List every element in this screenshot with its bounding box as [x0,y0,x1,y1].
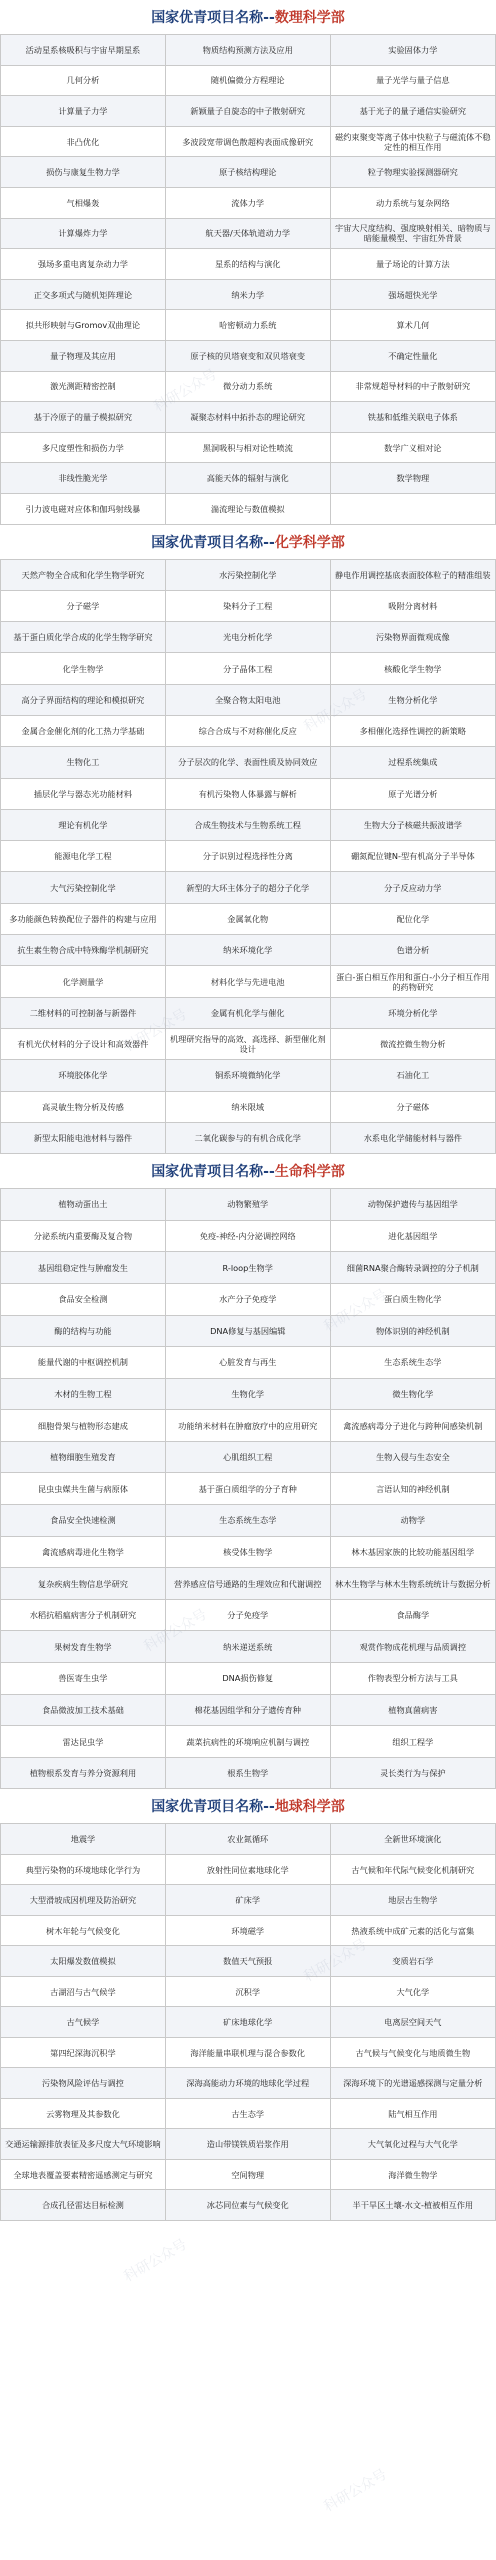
table-row [1,249,496,280]
project-cell: 大型滑坡成因机理及防治研究 [1,1885,166,1916]
project-cell: 多相催化选择性调控的新策略 [330,715,495,746]
project-cell: 沉积学 [165,1976,330,2007]
project-cell: 兽医寄生虫学 [1,1663,166,1695]
project-cell: 金属合金催化剂的化工热力学基础 [1,715,166,746]
project-cell: 综合合成与不对称催化反应 [165,715,330,746]
project-cell: 矿床学 [165,1885,330,1916]
project-cell: 算术几何 [330,310,495,341]
project-cell: 激光测距精密控制 [1,371,166,402]
project-cell: 全聚合物太阳电池 [165,684,330,715]
project-table [0,34,496,525]
project-cell: 宇宙大尺度结构、强度映射相关、暗物质与暗能量模型、宇宙红外背景 [330,218,495,249]
project-table [0,1823,496,2221]
project-cell: 染料分子工程 [165,590,330,621]
project-cell: 免疫-神经-内分泌调控网络 [165,1220,330,1252]
project-cell: 能源电化学工程 [1,841,166,872]
table-row [1,1315,496,1347]
project-cell: 过程系统集成 [330,747,495,778]
project-cell: 大气氧化过程与大气化学 [330,2129,495,2160]
table-row [1,684,496,715]
table-row [1,1220,496,1252]
table-row [1,463,496,494]
project-cell: 放射性同位素地球化学 [165,1854,330,1885]
project-cell: 古气候与气候变化与地质微生物 [330,2037,495,2068]
table-row [1,1946,496,1977]
project-cell: 古气候和年代际气候变化机制研究 [330,1854,495,1885]
project-cell: 昆虫虫媒共生菌与病原体 [1,1473,166,1505]
table-row [1,187,496,218]
project-cell: 正交多项式与随机矩阵理论 [1,279,166,310]
project-cell: 冰芯同位素与气候变化 [165,2190,330,2221]
project-cell: 环境分析化学 [330,997,495,1028]
project-cell: 深海高能动力环境的地球化学过程 [165,2068,330,2099]
project-cell: 化学生物学 [1,653,166,684]
project-cell: 活动星系核吸积与宇宙早期星系 [1,35,166,66]
project-cell: 材料化学与先进电池 [165,966,330,997]
table-row [1,1283,496,1315]
project-cell: 量子物理及其应用 [1,340,166,371]
table-row [1,2098,496,2129]
section-title-field: 数理科学部 [274,10,345,26]
table-row [1,590,496,621]
project-cell: 功能纳米材料在肿瘤放疗中的应用研究 [165,1410,330,1442]
project-cell: 生物入侵与生态安全 [330,1441,495,1473]
section-title [0,1154,496,1188]
project-table-body [1,1824,496,2221]
project-cell: 金属氧化物 [165,903,330,934]
table-row [1,2190,496,2221]
table-row [1,65,496,96]
project-cell: 全球地表覆盖要素精密遥感测定与研究 [1,2159,166,2190]
section-chemistry [0,525,496,1155]
project-cell: 生物大分子核磁共振波谱学 [330,809,495,840]
project-cell: 流体力学 [165,187,330,218]
section-title-prefix: 国家优青项目名称-- [151,534,275,551]
table-row [1,935,496,966]
project-cell: 分子反应动力学 [330,872,495,903]
project-cell: 分泌系统内重要酶及复合物 [1,1220,166,1252]
table-row [1,2129,496,2160]
section-title [0,0,496,34]
project-cell: 微流控微生物分析 [330,1028,495,1059]
section-title-field: 化学科学部 [274,534,345,551]
project-cell: 污染物界面微观成像 [330,622,495,653]
project-cell: 观赏作物成花机理与品质调控 [330,1631,495,1663]
project-cell: 动物保护遗传与基因组学 [330,1189,495,1221]
table-row [1,1505,496,1537]
project-cell: 分子识别过程选择性分离 [165,841,330,872]
table-row [1,1091,496,1122]
project-cell: 分子磁体 [330,1091,495,1122]
project-cell: 生态系统生态学 [330,1347,495,1379]
project-cell: 合成孔径雷达目标检测 [1,2190,166,2221]
table-row [1,279,496,310]
project-cell: 大气污染控制化学 [1,872,166,903]
section-title-prefix: 国家优青项目名称-- [151,1164,275,1181]
table-row [1,1122,496,1153]
table-row [1,2007,496,2038]
project-cell: 多尺度塑性和损伤力学 [1,432,166,463]
table-row [1,157,496,188]
project-cell: 地层古生物学 [330,1885,495,1916]
table-row [1,402,496,433]
table-row [1,1824,496,1855]
table-row [1,1599,496,1631]
project-cell: 果树发育生物学 [1,1631,166,1663]
project-cell: 几何分析 [1,65,166,96]
project-cell: 铁基和低维关联电子体系 [330,402,495,433]
project-cell: 分子层次的化学、表面性质及协同效应 [165,747,330,778]
table-row [1,559,496,590]
table-row [1,997,496,1028]
project-cell: 量子光学与量子信息 [330,65,495,96]
project-cell: 基于光子的量子通信实验研究 [330,96,495,127]
project-cell: 造山带镁铁质岩浆作用 [165,2129,330,2160]
project-cell: 海洋能量串联机理与混合参数化 [165,2037,330,2068]
table-row [1,2068,496,2099]
project-cell: 环境磁学 [165,1915,330,1946]
table-row [1,1631,496,1663]
project-cell: 纳米递送系统 [165,1631,330,1663]
project-cell: 损伤与康复生物力学 [1,157,166,188]
project-cell: 海洋微生物学 [330,2159,495,2190]
table-row [1,310,496,341]
project-cell: 植物动蛋出土 [1,1189,166,1221]
project-cell: 热液系统中成矿元素的活化与富集 [330,1915,495,1946]
project-cell: 硼氮配位键N-型有机高分子半导体 [330,841,495,872]
project-cell: 食品酶学 [330,1599,495,1631]
project-cell: 污染物风险评估与调控 [1,2068,166,2099]
project-cell: 数值天气预报 [165,1946,330,1977]
project-cell: 生物化学 [165,1378,330,1410]
project-cell: 言语认知的神经机制 [330,1473,495,1505]
table-row [1,1378,496,1410]
project-cell: 植物细胞生殖发育 [1,1441,166,1473]
table-row [1,1976,496,2007]
table-row [1,96,496,127]
project-cell: 航天器/天体轨道动力学 [165,218,330,249]
table-row [1,653,496,684]
section-math-physics [0,0,496,525]
project-cell: 大气化学 [330,1976,495,2007]
project-cell: 不确定性量化 [330,340,495,371]
project-cell: 强场多重电离复杂动力学 [1,249,166,280]
project-cell: 农业氮循环 [165,1824,330,1855]
project-cell: 吸附分离材料 [330,590,495,621]
project-cell: 典型污染物的环境地球化学行为 [1,1854,166,1885]
section-title [0,525,496,559]
project-table-body [1,1189,496,1789]
project-cell: 配位化学 [330,903,495,934]
table-row [1,493,496,524]
project-cell: 云雾物理及其参数化 [1,2098,166,2129]
project-cell: 动力系统与复杂网络 [330,187,495,218]
project-cell: 插层化学与器态光功能材料 [1,778,166,809]
project-cell: R-loop生物学 [165,1252,330,1284]
table-row [1,1060,496,1091]
project-cell: 禽流感病毒进化生物学 [1,1536,166,1568]
project-cell: 原子核的贝塔衰变和双贝塔衰变 [165,340,330,371]
table-row [1,1441,496,1473]
project-cell: 全新世环境演化 [330,1824,495,1855]
project-cell: 有机污染物人体暴露与解析 [165,778,330,809]
project-cell: 酶的结构与功能 [1,1315,166,1347]
project-cell: 电离层空间天气 [330,2007,495,2038]
project-cell: 组织工程学 [330,1726,495,1758]
project-cell: 铜系环境微纳化学 [165,1060,330,1091]
project-cell: 机理研究指导的高效、高选择、新型催化剂设计 [165,1028,330,1059]
project-cell: 二氧化碳参与的有机合成化学 [165,1122,330,1153]
project-cell: 抗生素生物合成中特殊酶学机制研究 [1,935,166,966]
project-cell: 生态系统生态学 [165,1505,330,1537]
project-cell: 高能天体的辐射与演化 [165,463,330,494]
project-cell: 动物学 [330,1505,495,1537]
watermark-text: 科研公众号 [121,2236,190,2286]
table-row [1,432,496,463]
project-cell: 基于冷原子的量子模拟研究 [1,402,166,433]
project-cell: 植物根系发育与养分资源利用 [1,1757,166,1789]
section-life-sciences [0,1154,496,1789]
project-cell: 非线性脆光学 [1,463,166,494]
project-cell: 基于蛋白质组学的分子育种 [165,1473,330,1505]
project-cell: 纳米环境化学 [165,935,330,966]
table-row [1,1410,496,1442]
table-row [1,1694,496,1726]
project-cell: 基因组稳定性与肿瘤发生 [1,1252,166,1284]
project-cell: 蛋白-蛋白相互作用和蛋白-小分子相互作用的药物研究 [330,966,495,997]
project-cell: 雷达昆虫学 [1,1726,166,1758]
project-cell: DNA损伤修复 [165,1663,330,1695]
project-cell: 核受体生物学 [165,1536,330,1568]
project-cell: 原子核结构理论 [165,157,330,188]
project-cell: 粒子物理实验探测器研究 [330,157,495,188]
project-table [0,1188,496,1789]
table-row [1,1915,496,1946]
project-cell: 陆气相互作用 [330,2098,495,2129]
project-cell: 多功能颜色转换配位子器件的构建与应用 [1,903,166,934]
project-cell: 纳米限域 [165,1091,330,1122]
project-cell: 太阳爆发数值模拟 [1,1946,166,1977]
project-cell: 食品安全检测 [1,1283,166,1315]
project-cell: 蔬菜抗病性的环境响应机制与调控 [165,1726,330,1758]
project-cell: 实验固体力学 [330,35,495,66]
section-title-prefix: 国家优青项目名称-- [151,1799,275,1816]
project-cell: 非凸优化 [1,126,166,157]
project-cell: 能量代谢的中枢调控机制 [1,1347,166,1379]
table-row [1,622,496,653]
project-cell: 地震学 [1,1824,166,1855]
table-row [1,1854,496,1885]
project-cell: 二维材料的可控制备与新器件 [1,997,166,1028]
project-cell: 星系的结构与演化 [165,249,330,280]
table-row [1,747,496,778]
project-cell: 灵长类行为与保护 [330,1757,495,1789]
project-cell: 动物繁殖学 [165,1189,330,1221]
project-cell: 原子光谱分析 [330,778,495,809]
project-cell: 心脏发育与再生 [165,1347,330,1379]
project-cell: 水污染控制化学 [165,559,330,590]
section-title [0,1789,496,1823]
table-row [1,903,496,934]
project-cell: 林木生物学与林木生物系统统计与数据分析 [330,1568,495,1600]
project-cell: 半干旱区土壤-水文-植被相互作用 [330,2190,495,2221]
project-cell: 交通运输源排放表征及多尺度大气环境影响 [1,2129,166,2160]
project-cell: 古生态学 [165,2098,330,2129]
project-cell: 第四纪深海沉积学 [1,2037,166,2068]
project-cell: 拟共形映射与Gromov双曲理论 [1,310,166,341]
project-cell [330,493,495,524]
project-cell: 营养感应信号通路的生理效应和代谢调控 [165,1568,330,1600]
table-row [1,1885,496,1916]
project-cell: 物质结构预测方法及应用 [165,35,330,66]
project-cell: 新型的大环主体分子的超分子化学 [165,872,330,903]
project-cell: 合成生物技术与生物系统工程 [165,809,330,840]
project-cell: 进化基因组学 [330,1220,495,1252]
project-cell: 高灵敏生物分析及传感 [1,1091,166,1122]
project-cell: 根系生物学 [165,1757,330,1789]
project-cell: 细胞骨架与植物形态建成 [1,1410,166,1442]
project-cell: 水系电化学储能材料与器件 [330,1122,495,1153]
project-cell: 黑洞吸积与相对论性喷流 [165,432,330,463]
table-row [1,35,496,66]
project-cell: 引力波电磁对应体和伽玛射线暴 [1,493,166,524]
project-cell: 随机偏微分方程理论 [165,65,330,96]
project-cell: 凝聚态材料中拓扑态的理论研究 [165,402,330,433]
project-cell: 分子晶体工程 [165,653,330,684]
project-cell: 核酸化学生物学 [330,653,495,684]
project-cell: 变质岩石学 [330,1946,495,1977]
table-row [1,1252,496,1284]
table-row [1,1189,496,1221]
project-cell: 金属有机化学与催化 [165,997,330,1028]
project-cell: 微生物化学 [330,1378,495,1410]
project-cell: 石油化工 [330,1060,495,1091]
project-cell: 计算爆炸力学 [1,218,166,249]
project-cell: 林木基因家族的比较功能基因组学 [330,1536,495,1568]
table-row [1,1726,496,1758]
table-row [1,2037,496,2068]
project-cell: 气相爆轰 [1,187,166,218]
project-cell: 有机光伏材料的分子设计和高效器件 [1,1028,166,1059]
table-row [1,841,496,872]
section-title-prefix: 国家优青项目名称-- [151,10,275,26]
project-cell: 新型太阳能电池材料与器件 [1,1122,166,1153]
project-cell: 食品微波加工技术基础 [1,1694,166,1726]
table-row [1,126,496,157]
watermark-text: 科研公众号 [321,2466,390,2516]
table-row [1,1347,496,1379]
project-cell: 计算量子力学 [1,96,166,127]
project-cell: 木材的生物工程 [1,1378,166,1410]
project-cell: DNA修复与基因编辑 [165,1315,330,1347]
project-cell: 理论有机化学 [1,809,166,840]
project-cell: 生物分析化学 [330,684,495,715]
project-cell: 水产分子免疫学 [165,1283,330,1315]
project-cell: 多波段宽带调色散超构表面成像研究 [165,126,330,157]
table-row [1,371,496,402]
project-cell: 生物化工 [1,747,166,778]
table-row [1,872,496,903]
table-row [1,218,496,249]
project-cell: 空间物理 [165,2159,330,2190]
project-cell: 光电分析化学 [165,622,330,653]
project-cell: 植物真菌病害 [330,1694,495,1726]
project-cell: 树木年轮与气候变化 [1,1915,166,1946]
table-row [1,1536,496,1568]
section-title-field: 生命科学部 [274,1164,345,1181]
table-row [1,2159,496,2190]
project-cell: 数学物理 [330,463,495,494]
section-earth-sciences [0,1789,496,2221]
table-row [1,1757,496,1789]
project-cell: 非常规超导材料的中子散射研究 [330,371,495,402]
project-cell: 食品安全快速检测 [1,1505,166,1537]
table-row [1,966,496,997]
project-cell: 古湖沼与古气候学 [1,1976,166,2007]
project-cell: 心肌组织工程 [165,1441,330,1473]
project-cell: 环境胶体化学 [1,1060,166,1091]
project-cell: 新颖量子自旋态的中子散射研究 [165,96,330,127]
project-cell: 作物表型分析方法与工具 [330,1663,495,1695]
section-title-field: 地球科学部 [274,1799,345,1816]
project-cell: 湍流理论与数值模拟 [165,493,330,524]
project-cell: 细菌RNA聚合酶转录调控的分子机制 [330,1252,495,1284]
project-cell: 化学测量学 [1,966,166,997]
project-cell: 量子场论的计算方法 [330,249,495,280]
project-table-body [1,559,496,1154]
project-cell: 禽流感病毒分子进化与跨种间感染机制 [330,1410,495,1442]
project-cell: 天然产物全合成和化学生物学研究 [1,559,166,590]
project-cell: 微分动力系统 [165,371,330,402]
project-cell: 分子磁学 [1,590,166,621]
project-cell: 分子免疫学 [165,1599,330,1631]
project-cell: 物体识别的神经机制 [330,1315,495,1347]
project-cell: 高分子界面结构的理论和模拟研究 [1,684,166,715]
project-cell: 深海环境下的光谱遥感探测与定量分析 [330,2068,495,2099]
project-cell: 数学广义相对论 [330,432,495,463]
table-row [1,1568,496,1600]
project-cell: 磁约束聚变等离子体中快粒子与磁流体不稳定性的相互作用 [330,126,495,157]
project-cell: 静电作用调控基底表面胶体粒子的精准组装 [330,559,495,590]
table-row [1,1473,496,1505]
project-cell: 色谱分析 [330,935,495,966]
table-row [1,1028,496,1059]
project-cell: 蛋白质生物化学 [330,1283,495,1315]
project-cell: 基于蛋白质化学合成的化学生物学研究 [1,622,166,653]
project-table [0,559,496,1155]
project-cell: 古气候学 [1,2007,166,2038]
project-cell: 水稻抗稻瘟病害分子机制研究 [1,1599,166,1631]
project-table-body [1,35,496,525]
table-row [1,340,496,371]
table-row [1,1663,496,1695]
table-row [1,715,496,746]
project-cell: 矿床地球化学 [165,2007,330,2038]
project-cell: 强场超快光学 [330,279,495,310]
table-row [1,778,496,809]
project-cell: 棉花基因组学和分子遗传育种 [165,1694,330,1726]
table-row [1,809,496,840]
project-cell: 纳米力学 [165,279,330,310]
project-cell: 哈密顿动力系统 [165,310,330,341]
project-cell: 复杂疾病生物信息学研究 [1,1568,166,1600]
